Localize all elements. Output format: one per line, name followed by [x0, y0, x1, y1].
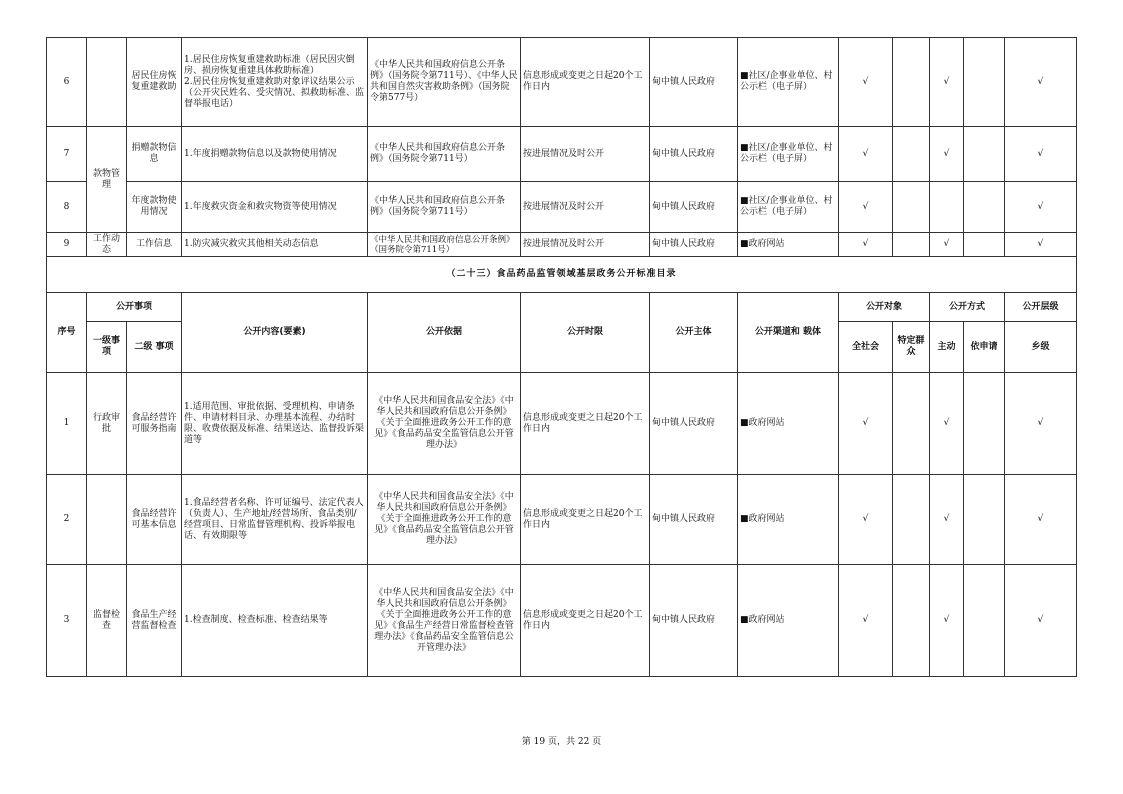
check-specific [893, 373, 930, 475]
table-row [47, 127, 1077, 182]
check-specific [893, 182, 930, 233]
content-cell: 1.年度捐赠款物信息以及款物使用情况 [182, 127, 368, 182]
header-method: 公开方式 [930, 293, 1005, 322]
content-cell: 1.食品经营者名称、许可证编号、法定代表人（负责人）、生产地址/经营场所、食品类别/经营项目、日常监督管理机构、投诉举报电话、有效期限等 [182, 475, 368, 565]
check-all: √ [839, 182, 893, 233]
basis-cell: 《中华人民共和国政府信息公开条例》（国务院令第711号）、《中华人民共和国自然灾害救助条例》（国务院令第577号） [368, 38, 521, 127]
check-apply [964, 475, 1005, 565]
table-row [47, 233, 1077, 257]
time-cell: 信息形成或变更之日起20个工作日内 [521, 475, 650, 565]
check-apply [964, 182, 1005, 233]
level1-item: 工作动态 [87, 233, 127, 257]
check-specific [893, 233, 930, 257]
header-level1: 一级事项 [87, 322, 127, 373]
check-apply [964, 127, 1005, 182]
table-row [47, 565, 1077, 677]
level1-item: 款物管理 [87, 127, 127, 233]
subject-cell: 甸中镇人民政府 [650, 565, 738, 677]
channel-cell: ■政府网站 [738, 233, 839, 257]
row-number: 6 [47, 38, 87, 127]
check-all: √ [839, 475, 893, 565]
level1-item: 行政审批 [87, 373, 127, 475]
check-all: √ [839, 127, 893, 182]
check-active: √ [930, 233, 964, 257]
check-active: √ [930, 475, 964, 565]
subject-cell: 甸中镇人民政府 [650, 233, 738, 257]
content-cell: 1.适用范围、审批依据、受理机构、申请条件、申请材料目录、办理基本流程、办结时限、收费依据及标准、结果送达、监督投诉渠道等 [182, 373, 368, 475]
check-apply [964, 565, 1005, 677]
section-title-row [47, 257, 1077, 293]
row-number: 8 [47, 182, 87, 233]
level1-item: 监督检查 [87, 565, 127, 677]
header-active: 主动 [930, 322, 964, 373]
subject-cell: 甸中镇人民政府 [650, 182, 738, 233]
header-level: 公开层级 [1005, 293, 1077, 322]
row-number: 9 [47, 233, 87, 257]
check-township: √ [1005, 38, 1077, 127]
header-row [47, 293, 1077, 322]
level1-item-empty [87, 475, 127, 565]
row-number: 2 [47, 475, 87, 565]
level2-item: 食品经营许可基本信息 [127, 475, 182, 565]
check-all: √ [839, 565, 893, 677]
header-matters: 公开事项 [87, 293, 182, 322]
time-cell: 按进展情况及时公开 [521, 182, 650, 233]
level2-item: 年度款物使用情况 [127, 182, 182, 233]
channel-cell: ■政府网站 [738, 373, 839, 475]
table-row [47, 475, 1077, 565]
content-cell: 1.年度救灾资金和救灾物资等使用情况 [182, 182, 368, 233]
channel-cell: ■社区/企事业单位、村公示栏（电子屏） [738, 127, 839, 182]
check-all: √ [839, 373, 893, 475]
header-specific: 特定群众 [893, 322, 930, 373]
basis-cell: 《中华人民共和国政府信息公开条例》（国务院令第711号） [368, 127, 521, 182]
channel-cell: ■政府网站 [738, 475, 839, 565]
header-all: 全社会 [839, 322, 893, 373]
basis-cell: 《中华人民共和国食品安全法》《中华人民共和国政府信息公开条例》《关于全面推进政务公开工作的意见》《食品药品安全监管信息公开管理办法》 [368, 475, 521, 565]
check-specific [893, 127, 930, 182]
check-township: √ [1005, 233, 1077, 257]
page-footer: 第 19 页，共 22 页 [521, 737, 602, 747]
level2-item: 捐赠款物信息 [127, 127, 182, 182]
section-title: （二十三）食品药品监管领域基层政务公开标准目录 [47, 257, 1077, 293]
check-apply [964, 38, 1005, 127]
basis-cell: 《中华人民共和国政府信息公开条例》（国务院令第711号） [368, 182, 521, 233]
check-township: √ [1005, 475, 1077, 565]
check-township: √ [1005, 182, 1077, 233]
header-subject: 公开主体 [650, 293, 738, 373]
check-active: √ [930, 373, 964, 475]
check-apply [964, 373, 1005, 475]
time-cell: 信息形成或变更之日起20个工作日内 [521, 565, 650, 677]
subject-cell: 甸中镇人民政府 [650, 373, 738, 475]
subject-cell: 甸中镇人民政府 [650, 127, 738, 182]
check-specific [893, 565, 930, 677]
table-row [47, 182, 1077, 233]
time-cell: 按进展情况及时公开 [521, 127, 650, 182]
level2-item: 食品生产经营监督检查 [127, 565, 182, 677]
time-cell: 按进展情况及时公开 [521, 233, 650, 257]
header-content: 公开内容(要素) [182, 293, 368, 373]
time-cell: 信息形成或变更之日起20个工作日内 [521, 38, 650, 127]
channel-cell: ■社区/企事业单位、村公示栏（电子屏） [738, 38, 839, 127]
level1-item [87, 38, 127, 127]
basis-cell: 《中华人民共和国政府信息公开条例》（国务院令第711号） [368, 233, 521, 257]
basis-cell: 《中华人民共和国食品安全法》《中华人民共和国政府信息公开条例》《关于全面推进政务公开工作的意见》《食品药品安全监管信息公开管理办法》 [368, 373, 521, 475]
level2-item: 食品经营许可服务指南 [127, 373, 182, 475]
check-township: √ [1005, 373, 1077, 475]
header-no: 序号 [47, 293, 87, 373]
header-township: 乡级 [1005, 322, 1077, 373]
check-active: √ [930, 565, 964, 677]
check-all: √ [839, 233, 893, 257]
header-apply: 依申请 [964, 322, 1005, 373]
row-number: 1 [47, 373, 87, 475]
header-channel: 公开渠道和 载体 [738, 293, 839, 373]
check-all: √ [839, 38, 893, 127]
subject-cell: 甸中镇人民政府 [650, 38, 738, 127]
check-specific [893, 38, 930, 127]
table-row [47, 373, 1077, 475]
content-cell: 1.防灾减灾救灾其他相关动态信息 [182, 233, 368, 257]
check-active: √ [930, 38, 964, 127]
channel-cell: ■社区/企事业单位、村公示栏（电子屏） [738, 182, 839, 233]
content-cell: 1.居民住房恢复重建救助标准（居民因灾倒房、损房恢复重建具体救助标准） 2.居民住房恢复重建救助对象评议结果公示（公开灾民姓名、受灾情况、拟救助标准、监督举报电话） [182, 38, 368, 127]
row-number: 3 [47, 565, 87, 677]
check-active [930, 182, 964, 233]
subject-cell: 甸中镇人民政府 [650, 475, 738, 565]
header-level2: 二级 事项 [127, 322, 182, 373]
standard-catalog-table [46, 37, 1077, 677]
channel-cell: ■政府网站 [738, 565, 839, 677]
check-apply [964, 233, 1005, 257]
header-object: 公开对象 [839, 293, 930, 322]
header-basis: 公开依据 [368, 293, 521, 373]
header-time: 公开时限 [521, 293, 650, 373]
check-specific [893, 475, 930, 565]
basis-cell: 《中华人民共和国食品安全法》《中华人民共和国政府信息公开条例》《关于全面推进政务公开工作的意见》《食品生产经营日常监督检查管理办法》《食品药品安全监管信息公开管理办法》 [368, 565, 521, 677]
level2-item: 工作信息 [127, 233, 182, 257]
check-township: √ [1005, 565, 1077, 677]
check-active: √ [930, 127, 964, 182]
time-cell: 信息形成或变更之日起20个工作日内 [521, 373, 650, 475]
row-number: 7 [47, 127, 87, 182]
content-cell: 1.检查制度、检查标准、检查结果等 [182, 565, 368, 677]
table-row [47, 38, 1077, 127]
check-township: √ [1005, 127, 1077, 182]
level2-item: 居民住房恢复重建救助 [127, 38, 182, 127]
